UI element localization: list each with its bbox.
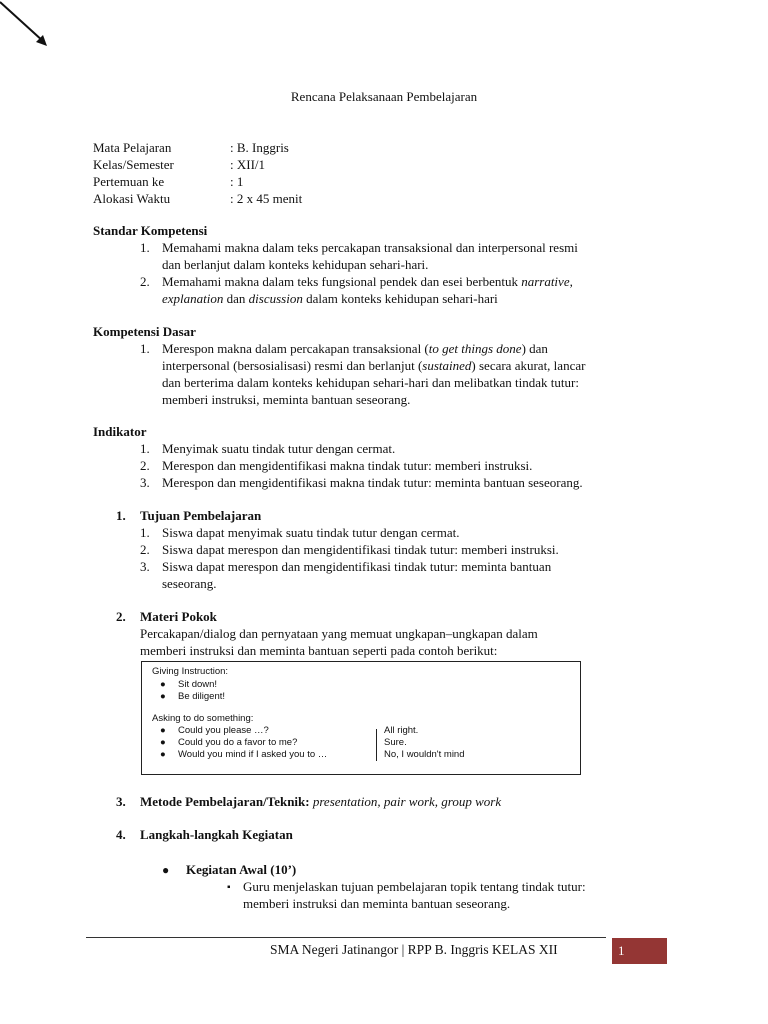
list-item — [140, 239, 680, 273]
item-text: Merespon dan mengidentifikasi makna tindak tutur: meminta bantuan seseorang. — [162, 475, 583, 490]
dasar-list — [140, 340, 680, 408]
list-item — [140, 440, 680, 457]
item-number: 2. — [140, 274, 150, 289]
list-item — [140, 340, 680, 408]
item-text: ) dan — [521, 341, 548, 356]
info-value: : 1 — [230, 174, 244, 189]
item-text: interpersonal (bersosialisasi) resmi dan berlanjut ( — [162, 358, 423, 373]
list-item — [160, 691, 225, 703]
paragraph-line: Guru menjelaskan tujuan pembelajaran topik tentang tindak tutur: — [243, 879, 586, 894]
standar-list — [140, 239, 680, 307]
item-text: Siswa dapat merespon dan mengidentifikasi tindak tutur: memberi instruksi. — [162, 542, 559, 557]
item-text: Memahami makna dalam teks fungsional pendek dan esei berbentuk — [162, 274, 522, 289]
item-text-italic: sustained — [422, 358, 472, 373]
kegiatan-awal-heading: Kegiatan Awal (10’) — [186, 862, 297, 877]
section-title: Langkah-langkah Kegiatan — [140, 827, 293, 842]
item-number: 1. — [140, 341, 150, 356]
tujuan-heading — [116, 507, 261, 524]
standar-heading: Standar Kompetensi — [93, 223, 208, 238]
bullet-icon: ● — [160, 691, 166, 702]
paragraph-line: memberi instruksi dan meminta bantuan seperti pada contoh berikut: — [140, 643, 498, 658]
corner-arrow-icon — [0, 0, 60, 60]
kegiatan-awal-text — [243, 878, 673, 912]
response-text: Sure. — [384, 737, 407, 748]
info-value: : B. Inggris — [230, 140, 289, 155]
divider — [376, 729, 377, 761]
list-item — [160, 679, 217, 691]
info-label: Pertemuan ke — [93, 174, 165, 189]
info-block — [93, 139, 302, 207]
bullet-icon: ● — [160, 725, 166, 736]
section-title: Tujuan Pembelajaran — [140, 508, 262, 523]
section-number: 4. — [116, 827, 126, 842]
langkah-heading — [116, 826, 293, 843]
bullet-icon: ● — [160, 679, 166, 690]
item-text: ) secara akurat, lancar — [471, 358, 586, 373]
giving-instruction-heading: Giving Instruction: — [152, 666, 229, 677]
info-value: : 2 x 45 menit — [230, 191, 303, 206]
section-title: Materi Pokok — [140, 609, 217, 624]
item-number: 3. — [140, 559, 150, 574]
info-label: Alokasi Waktu — [93, 191, 171, 206]
item-text-italic: discussion — [248, 291, 303, 306]
item-text-italic: explanation — [162, 291, 224, 306]
example-text: Could you do a favor to me? — [178, 737, 298, 748]
example-text: Sit down! — [178, 679, 218, 690]
list-item — [160, 749, 327, 761]
item-text: Merespon dan mengidentifikasi makna tindak tutur: memberi instruksi. — [162, 458, 533, 473]
info-row-subject — [93, 139, 302, 156]
square-bullet-icon: ▪ — [227, 882, 231, 893]
section-number: 2. — [116, 609, 126, 624]
example-text: Be diligent! — [178, 691, 226, 702]
example-text: Could you please …? — [178, 725, 269, 736]
bullet-icon: ● — [162, 863, 170, 877]
list-item — [140, 474, 680, 491]
indikator-heading: Indikator — [93, 424, 147, 439]
section-title: Metode Pembelajaran/Teknik: — [140, 794, 310, 809]
response-text: All right. — [384, 725, 419, 736]
response-text: No, I wouldn't mind — [384, 749, 465, 760]
bullet-icon: ● — [160, 737, 166, 748]
item-number: 2. — [140, 542, 150, 557]
item-text: dan — [223, 291, 249, 306]
metode-text: presentation, pair work, group work — [312, 794, 502, 809]
info-value: : XII/1 — [230, 157, 266, 172]
item-text: Merespon makna dalam percakapan transaksional ( — [162, 341, 429, 356]
example-box — [141, 661, 581, 775]
info-label: Kelas/Semester — [93, 157, 174, 172]
list-item — [140, 558, 680, 592]
info-label: Mata Pelajaran — [93, 140, 172, 155]
paragraph-line: Percakapan/dialog dan pernyataan yang memuat ungkapan–ungkapan dalam — [140, 626, 538, 641]
item-text: Memahami makna dalam teks percakapan transaksional dan interpersonal resmi — [162, 240, 578, 255]
item-number: 1. — [140, 240, 150, 255]
item-text-italic: to get things done — [428, 341, 522, 356]
paragraph-line: memberi instruksi dan meminta bantuan seseorang. — [243, 896, 511, 911]
tujuan-list — [140, 524, 680, 592]
section-number: 1. — [116, 508, 126, 523]
item-text: Siswa dapat merespon dan mengidentifikasi tindak tutur: meminta bantuan — [162, 559, 552, 574]
metode-heading — [116, 793, 501, 810]
item-text-italic: narrative, — [521, 274, 573, 289]
footer-divider — [86, 937, 606, 938]
example-text: Would you mind if I asked you to … — [178, 749, 328, 760]
item-text: dan berterima dalam konteks kehidupan sehari-hari dan melibatkan tindak tutur: — [162, 375, 579, 390]
list-item — [140, 457, 680, 474]
item-text: Siswa dapat menyimak suatu tindak tutur dengan cermat. — [162, 525, 460, 540]
info-row-class — [93, 156, 302, 173]
item-text: memberi instruksi, meminta bantuan seseorang. — [162, 392, 411, 407]
item-text: seseorang. — [162, 576, 217, 591]
item-number: 2. — [140, 458, 150, 473]
footer-text: SMA Negeri Jatinangor | RPP B. Inggris KELAS XII — [270, 942, 558, 957]
item-number: 1. — [140, 525, 150, 540]
page-number: 1 — [612, 938, 667, 964]
info-row-meeting — [93, 173, 302, 190]
materi-heading — [116, 608, 217, 625]
document-title: Rencana Pelaksanaan Pembelajaran — [290, 89, 478, 104]
dasar-heading: Kompetensi Dasar — [93, 324, 196, 339]
item-number: 1. — [140, 441, 150, 456]
list-item — [160, 737, 297, 749]
list-item — [140, 524, 680, 541]
bullet-icon: ● — [160, 749, 166, 760]
indikator-list — [140, 440, 680, 491]
list-item — [140, 273, 680, 307]
list-item — [140, 541, 680, 558]
materi-paragraph — [140, 625, 660, 659]
item-text: Menyimak suatu tindak tutur dengan cermat. — [162, 441, 396, 456]
info-row-time — [93, 190, 302, 207]
section-number: 3. — [116, 794, 126, 809]
asking-heading: Asking to do something: — [152, 713, 254, 724]
item-text: dan berlanjut dalam konteks kehidupan sehari-hari. — [162, 257, 429, 272]
item-text: dalam konteks kehidupan sehari-hari — [302, 291, 498, 306]
item-number: 3. — [140, 475, 150, 490]
list-item — [160, 725, 269, 737]
